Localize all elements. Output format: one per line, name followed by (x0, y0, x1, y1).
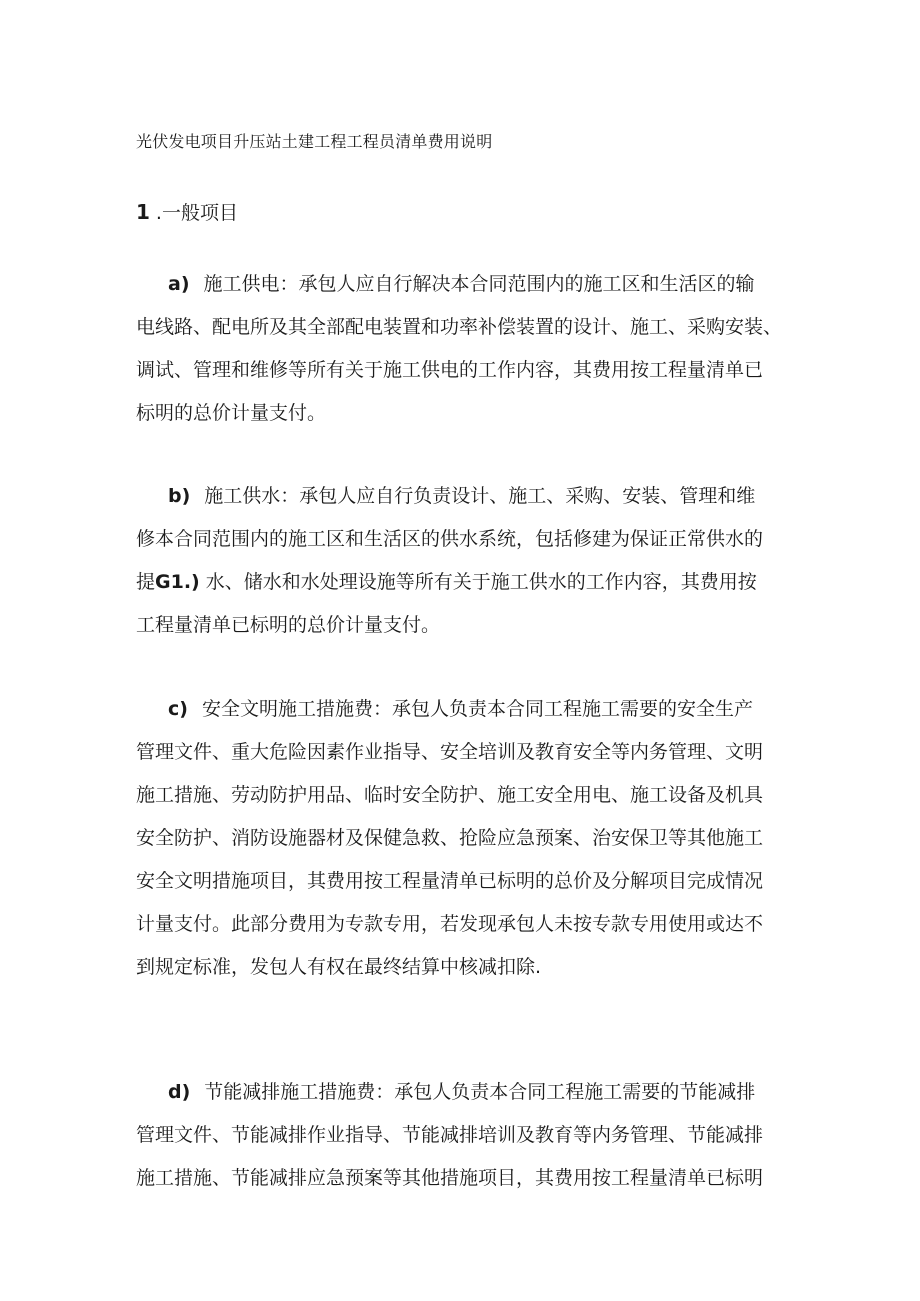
paragraph-line: 修本合同范围内的施工区和生活区的供水系统，包括修建为保证正常供水的 (136, 528, 764, 550)
paragraph-line: 标明的总价计量支付。 (136, 402, 327, 424)
paragraph-b (136, 475, 792, 647)
paragraph-line (136, 263, 792, 306)
line-text: 节能减排施工措施费：承包人负责本合同工程施工需要的节能减排 (204, 1081, 756, 1103)
paragraph-a (136, 263, 792, 435)
item-marker: b) (168, 485, 191, 507)
paragraph-line: 调试、管理和维修等所有关于施工供电的工作内容，其费用按工程量清单已 (136, 359, 764, 381)
line-text: 水、储水和水处理设施等所有关于施工供水的工作内容，其费用按 (205, 571, 757, 593)
item-marker: a) (168, 273, 190, 295)
paragraph-line (136, 1071, 792, 1114)
document-title: 光伏发电项目升压站土建工程工程员清单费用说明 (136, 132, 493, 151)
inline-code-ref: G1.) (155, 571, 200, 593)
section-heading (136, 197, 238, 228)
line-prefix: 提 (136, 571, 156, 593)
paragraph-line: 到规定标准，发包人有权在最终结算中核减扣除. (136, 956, 542, 978)
paragraph-line: 管理文件、重大危险因素作业指导、安全培训及教育安全等内务管理、文明 (136, 741, 764, 763)
paragraph-line: 电线路、配电所及其全部配电装置和功率补偿装置的设计、施工、采购安装、 (136, 316, 783, 338)
paragraph-line (136, 688, 792, 731)
paragraph-line: 计量支付。此部分费用为专款专用，若发现承包人未按专款专用使用或达不 (136, 913, 764, 935)
section-number: 1 (136, 200, 150, 224)
paragraph-line (136, 561, 792, 604)
section-title: .一般项目 (155, 202, 238, 224)
paragraph-d (136, 1071, 792, 1200)
paragraph-line: 安全防护、消防设施器材及保健急救、抢险应急预案、治安保卫等其他施工 (136, 827, 764, 849)
paragraph-line: 施工措施、劳动防护用品、临时安全防护、施工安全用电、施工设备及机具 (136, 784, 764, 806)
line-text: 安全文明施工措施费：承包人负责本合同工程施工需要的安全生产 (201, 698, 753, 720)
paragraph-line: 施工措施、节能减排应急预案等其他措施项目，其费用按工程量清单已标明 (136, 1167, 764, 1189)
line-text: 施工供电：承包人应自行解决本合同范围内的施工区和生活区的输 (203, 273, 755, 295)
paragraph-c (136, 688, 792, 989)
item-marker: c) (168, 698, 188, 720)
paragraph-line (136, 475, 792, 518)
line-text: 施工供水：承包人应自行负责设计、施工、采购、安装、管理和维 (204, 485, 756, 507)
item-marker: d) (168, 1081, 191, 1103)
paragraph-line: 安全文明措施项目，其费用按工程量清单已标明的总价及分解项目完成情况 (136, 870, 764, 892)
paragraph-line: 工程量清单已标明的总价计量支付。 (136, 614, 441, 636)
paragraph-line: 管理文件、节能减排作业指导、节能减排培训及教育等内务管理、节能减排 (136, 1124, 764, 1146)
